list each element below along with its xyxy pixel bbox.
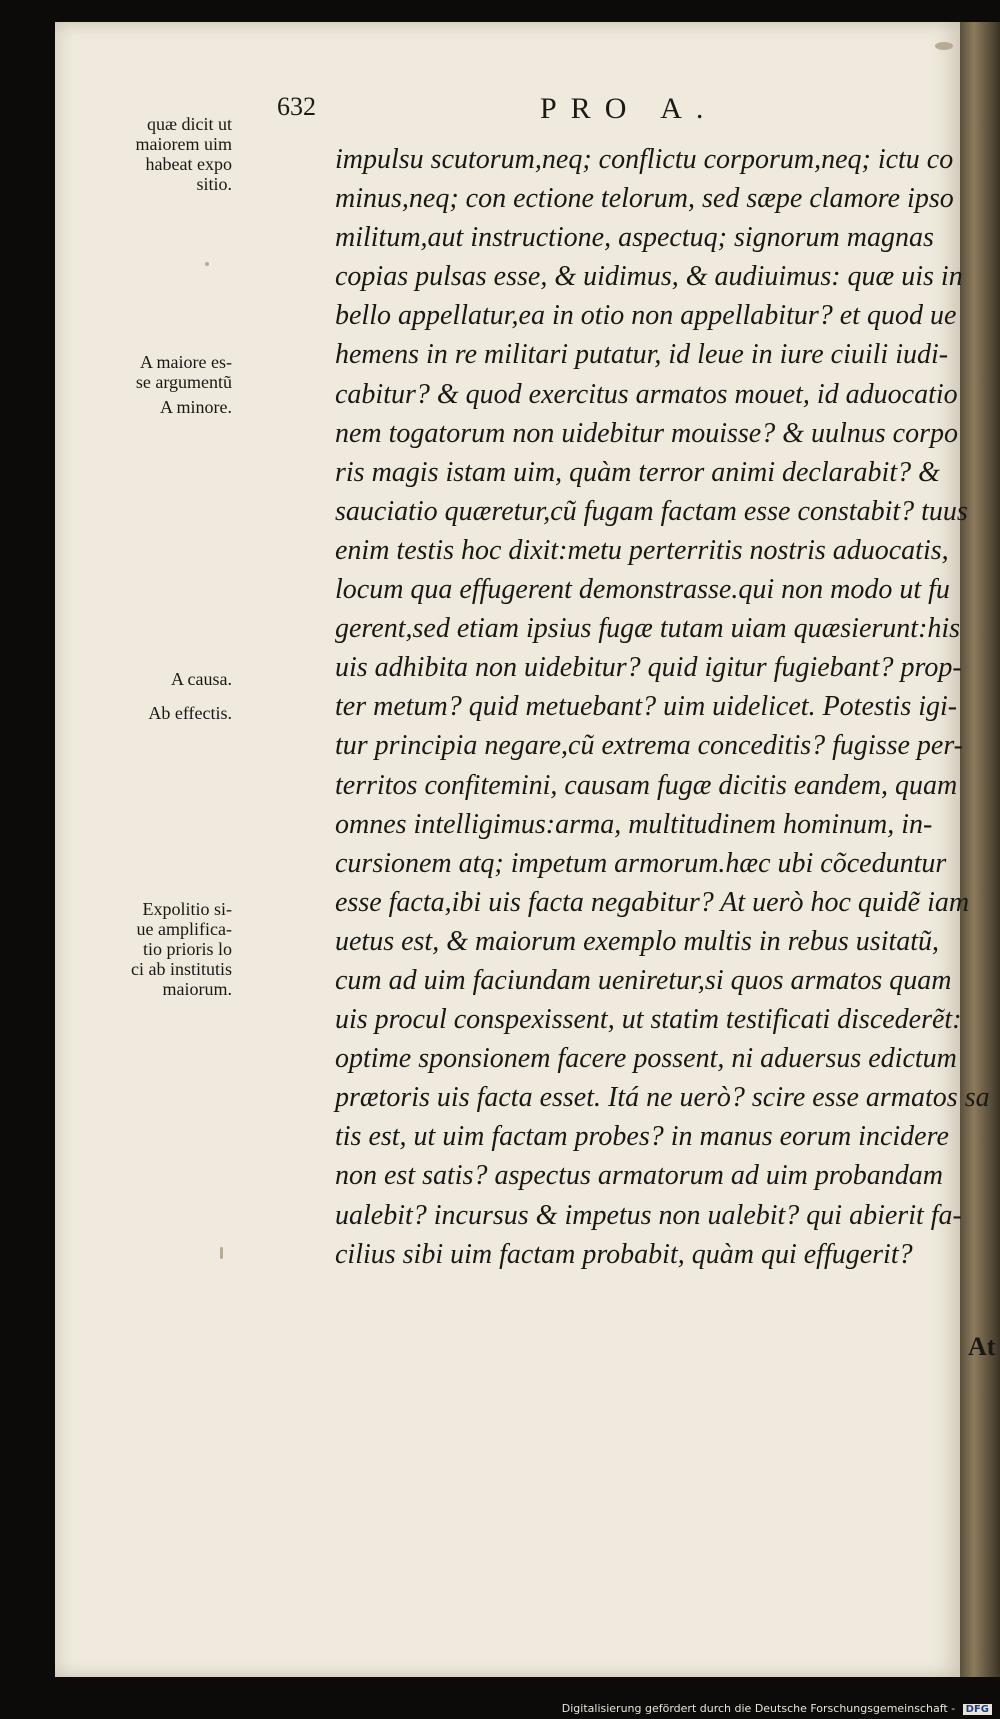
footer-credit: Digitalisierung gefördert durch die Deutsche Forschungsgemeinschaft - xyxy=(561,1702,956,1715)
text-line: hemens in re militari putatur, id leue in iure ciuili iudi- xyxy=(335,339,949,371)
text-line: territos confitemini, causam fugæ dicitis eandem, quam xyxy=(335,769,958,801)
text-line: cilius sibi uim factam probabit, quàm qui effugerit? xyxy=(335,1238,913,1270)
text-line: uis procul conspexissent, ut statim testificati discederẽt: xyxy=(335,1004,962,1036)
text-line: tur principia negare,cũ extrema conceditis? fugisse per- xyxy=(335,730,964,762)
text-line: non est satis? aspectus armatorum ad uim probandam xyxy=(335,1160,943,1192)
catchword: At xyxy=(968,1332,996,1361)
text-line: tis est, ut uim factam probes? in manus eorum incidere xyxy=(335,1121,949,1153)
book-page xyxy=(55,22,996,1677)
paper-speck xyxy=(205,262,209,266)
text-line: prætoris uis facta esset. Itá ne uerò? scire esse armatos sa xyxy=(335,1082,990,1114)
text-line: ris magis istam uim, quàm terror animi declarabit? & xyxy=(335,456,940,488)
text-line: uetus est, & maiorum exemplo multis in rebus usitatũ, xyxy=(335,925,940,957)
text-line: minus,neq; con ectione telorum, sed sæpe clamore ipso xyxy=(335,183,954,215)
main-text-block xyxy=(335,140,1000,1274)
text-line: sauciatio quæretur,cũ fugam factam esse constabit? tuus xyxy=(335,495,968,527)
margin-note: Ab effectis. xyxy=(148,703,232,723)
text-line: enim testis hoc dixit:metu perterritis nostris aduocatis, xyxy=(335,534,949,566)
digitization-footer xyxy=(562,1702,992,1715)
folio-number: 632 xyxy=(277,92,316,121)
text-line: uis adhibita non uidebitur? quid igitur fugiebant? prop- xyxy=(335,652,962,684)
text-line: militum,aut instructione, aspectuq; signorum magnas xyxy=(335,222,934,254)
text-line: locum qua effugerent demonstrasse.qui non modo ut fu xyxy=(335,574,950,606)
margin-note: Expolitio si- ue amplifica- tio prioris lo ci ab institutis maiorum. xyxy=(131,899,232,999)
text-line: impulsu scutorum,neq; conflictu corporum,neq; ictu co xyxy=(335,144,954,175)
text-line: ualebit? incursus & impetus non ualebit? qui abierit fa- xyxy=(335,1199,962,1231)
text-line: bello appellatur,ea in otio non appellabitur? et quod ue xyxy=(335,300,957,332)
text-line: omnes intelligimus:arma, multitudinem hominum, in- xyxy=(335,808,933,840)
text-line: esse facta,ibi uis facta negabitur? At uerò hoc quidẽ iam xyxy=(335,886,970,918)
margin-note: A maiore es- se argumentũ xyxy=(135,352,232,392)
text-line: nem togatorum non uidebitur mouisse? & uulnus corpo xyxy=(335,417,958,449)
text-line: cabitur? & quod exercitus armatos mouet, id aduocatio xyxy=(335,378,958,410)
text-line: cum ad uim faciundam ueniretur,si quos armatos quam xyxy=(335,964,952,996)
text-line: copias pulsas esse, & uidimus, & audiuimus: quæ uis in xyxy=(335,261,963,293)
text-line: gerent,sed etiam ipsius fugæ tutam uiam quæsierunt:his xyxy=(335,613,961,645)
margin-note: A minore. xyxy=(160,397,232,417)
paper-speck xyxy=(935,42,953,50)
text-line: optime sponsionem facere possent, ni aduersus edictum xyxy=(335,1043,957,1075)
text-line: ter metum? quid metuebant? uim uidelicet. Potestis igi- xyxy=(335,691,958,723)
running-title: PRO A. xyxy=(540,92,718,125)
paper-speck xyxy=(220,1247,223,1259)
margin-note: A causa. xyxy=(171,669,232,689)
dfg-logo-icon: DFG xyxy=(963,1704,992,1715)
margin-note: quæ dicit ut maiorem uim habeat expo sitio. xyxy=(135,114,232,194)
text-line: cursionem atq; impetum armorum.hæc ubi cõceduntur xyxy=(335,847,947,879)
